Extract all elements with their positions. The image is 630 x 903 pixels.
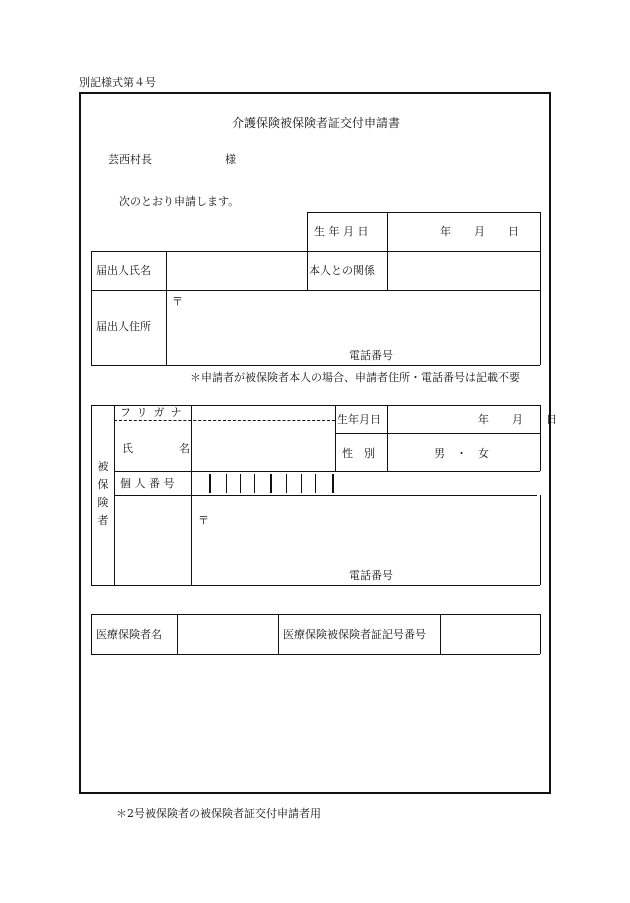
- personal-number-label: 個 人 番 号: [120, 477, 175, 490]
- insured-side-char: 険: [97, 496, 109, 509]
- intro-text: 次のとおり申請します。: [119, 195, 240, 208]
- insured-address-field[interactable]: [193, 497, 538, 563]
- applicant-birth-label: 生 年 月 日: [314, 225, 369, 238]
- insured-birth-value[interactable]: 年 月 日: [478, 413, 563, 426]
- insured-phone-label: 電話番号: [349, 569, 393, 582]
- applicant-address-field[interactable]: [168, 292, 538, 347]
- addressee-suffix: 様: [225, 153, 236, 166]
- applicant-phone-label: 電話番号: [349, 349, 393, 362]
- furigana-field[interactable]: [193, 406, 333, 419]
- insured-side-char: 保: [97, 478, 109, 491]
- personal-number-field[interactable]: [193, 472, 537, 494]
- applicant-name-field[interactable]: [168, 253, 305, 288]
- insured-side-label: [96, 458, 110, 530]
- sex-label: 性 別: [342, 447, 375, 460]
- applicant-birth-value[interactable]: 年 月 日: [440, 225, 525, 238]
- insured-postal-mark: 〒: [198, 514, 209, 527]
- medical-insurer-label: 医療保険者名: [96, 628, 162, 641]
- insured-name-label: 氏 名: [122, 442, 198, 455]
- insured-side-char: 者: [97, 514, 109, 527]
- medical-cert-field[interactable]: [442, 616, 538, 652]
- medical-insurer-field[interactable]: [179, 616, 276, 652]
- insured-birth-label: 生年月日: [337, 413, 381, 426]
- form-title: 介護保険被保険者証交付申請書: [232, 116, 401, 130]
- form-number: 別記様式第４号: [79, 76, 156, 89]
- applicant-note: ＊申請者が被保険者本人の場合、申請者住所・電話番号は記載不要: [190, 371, 520, 384]
- medical-cert-label: 医療保険被保険者証記号番号: [283, 628, 426, 641]
- insured-name-field[interactable]: [193, 422, 333, 469]
- sex-value[interactable]: 男 ・ 女: [434, 447, 489, 460]
- relation-label: 本人との関係: [309, 264, 375, 277]
- furigana-label: フリガナ: [120, 406, 188, 419]
- addressee-name: 芸西村長: [108, 153, 152, 166]
- applicant-name-label: 届出人氏名: [96, 264, 151, 277]
- applicant-address-label: 届出人住所: [96, 320, 151, 333]
- insured-side-char: 被: [97, 460, 109, 473]
- applicant-postal-mark: 〒: [172, 295, 183, 308]
- footer-note: ＊2号被保険者の被保険者証交付申請者用: [116, 807, 321, 820]
- relation-field[interactable]: [389, 253, 538, 288]
